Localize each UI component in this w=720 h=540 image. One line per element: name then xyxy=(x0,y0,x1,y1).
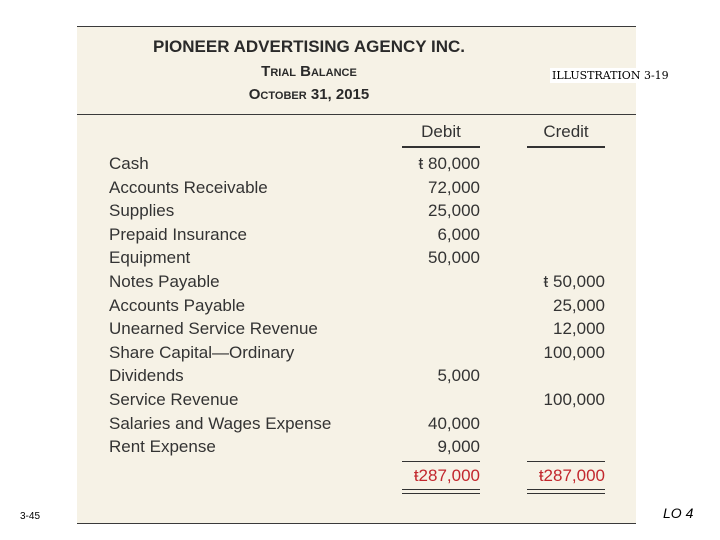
credit-header-rule xyxy=(527,146,605,148)
account-name: Share Capital—Ordinary xyxy=(109,343,295,362)
debit-amount: 25,000 xyxy=(428,201,480,220)
learning-objective: LO 4 xyxy=(663,505,694,521)
account-name: Salaries and Wages Expense xyxy=(109,414,332,433)
account-name: Notes Payable xyxy=(109,272,220,291)
credit-amount: ŧ 50,000 xyxy=(543,272,605,291)
credit-total: ŧ287,000 xyxy=(538,466,605,485)
illustration-label: ILLUSTRATION 3-19 xyxy=(552,69,669,82)
debit-amount: 6,000 xyxy=(437,225,480,244)
debit-double-rule xyxy=(402,489,480,494)
credit-total-rule xyxy=(527,461,605,462)
account-name: Accounts Payable xyxy=(109,296,246,315)
debit-amount: 40,000 xyxy=(428,414,480,433)
account-name: Service Revenue xyxy=(109,390,239,409)
statement-title: Trial Balance xyxy=(261,63,357,80)
credit-double-rule xyxy=(527,489,605,494)
debit-amount: 72,000 xyxy=(428,178,480,197)
account-name: Prepaid Insurance xyxy=(109,225,247,244)
account-name: Cash xyxy=(109,154,149,173)
credit-amount: 25,000 xyxy=(553,296,605,315)
debit-amount: 50,000 xyxy=(428,248,480,267)
account-name: Accounts Receivable xyxy=(109,178,268,197)
debit-amount: 9,000 xyxy=(437,437,480,456)
debit-column-header: Debit xyxy=(421,122,461,141)
slide-number: 3-45 xyxy=(20,511,41,522)
header-divider xyxy=(77,114,636,115)
debit-total: ŧ287,000 xyxy=(413,466,480,485)
debit-header-rule xyxy=(402,146,480,148)
credit-column-header: Credit xyxy=(543,122,589,141)
credit-amount: 100,000 xyxy=(543,343,605,362)
account-name: Rent Expense xyxy=(109,437,216,456)
account-name: Unearned Service Revenue xyxy=(109,319,318,338)
company-name: PIONEER ADVERTISING AGENCY INC. xyxy=(152,37,466,56)
account-name: Supplies xyxy=(109,201,175,220)
statement-date: October 31, 2015 xyxy=(248,86,370,103)
credit-amount: 12,000 xyxy=(553,319,605,338)
debit-total-rule xyxy=(402,461,480,462)
debit-amount: ŧ 80,000 xyxy=(418,154,480,173)
credit-amount: 100,000 xyxy=(543,390,605,409)
debit-amount: 5,000 xyxy=(437,366,480,385)
account-name: Dividends xyxy=(109,366,184,385)
account-name: Equipment xyxy=(109,248,191,267)
